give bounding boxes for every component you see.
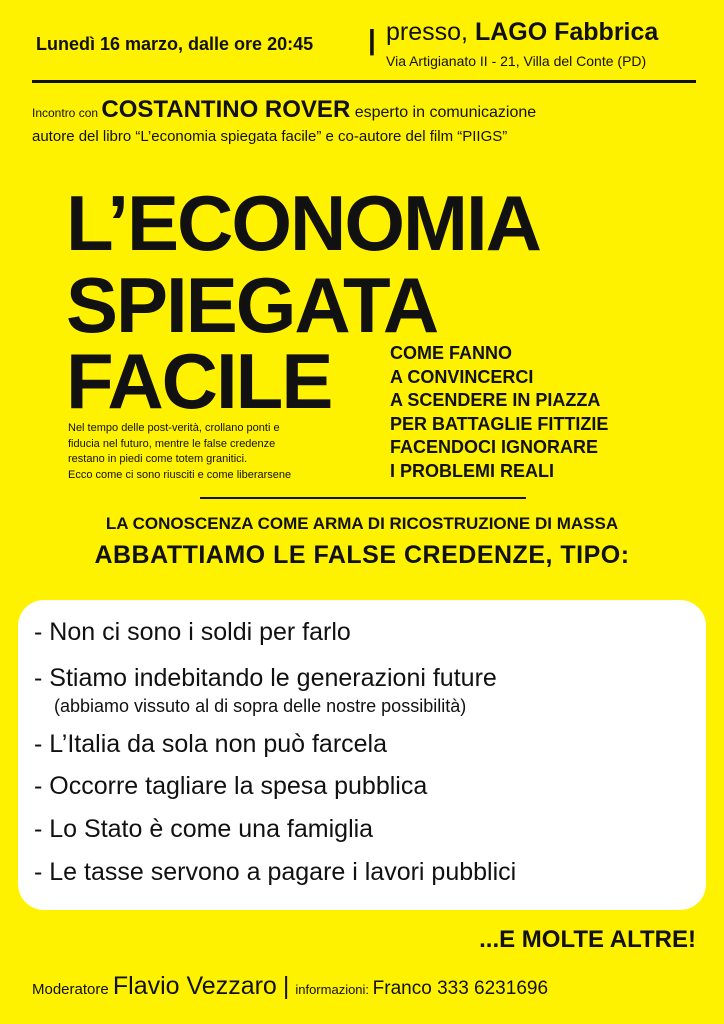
belief-item: - Lo Stato è come una famiglia [34, 815, 374, 843]
slogan-secondary: ABBATTIAMO LE FALSE CREDENZE, TIPO: [94, 541, 630, 569]
title-line-3: FACILE [66, 337, 332, 425]
venue [386, 18, 658, 47]
paragraph-line: Nel tempo delle post-verità, crollano ponti e [68, 422, 280, 434]
contact-phone: Franco 333 6231696 [372, 978, 549, 999]
header-separator: | [368, 24, 376, 55]
belief-item: - Le tasse servono a pagare i lavori pubblici [34, 858, 517, 886]
paragraph-line: Ecco come ci sono riusciti e come liberarsene [68, 468, 292, 481]
venue-name: LAGO Fabbrica [474, 18, 659, 46]
more-note: ...E MOLTE ALTRE! [479, 926, 696, 953]
venue-prefix: presso, [386, 18, 475, 46]
venue-address: Via Artigianato II - 21, Villa del Conte (PD) [386, 53, 647, 69]
paragraph-line: fiducia nel futuro, mentre le false credenze [68, 437, 276, 450]
title-line-2: SPIEGATA [66, 261, 438, 349]
middle-divider [200, 497, 526, 499]
subtitle-line: A CONVINCERCI [390, 366, 534, 387]
subtitle-line: A SCENDERE IN PIAZZA [390, 390, 601, 410]
subtitle-line: COME FANNO [390, 343, 513, 363]
subtitle-line: I PROBLEMI REALI [390, 460, 555, 481]
top-divider [32, 80, 696, 83]
title-line-1: L’ECONOMIA [66, 179, 541, 267]
belief-item: - Non ci sono i soldi per farlo [34, 618, 351, 646]
belief-item: - Stiamo indebitando le generazioni future [34, 664, 497, 692]
speaker-intro: Incontro con [32, 106, 102, 120]
false-beliefs-box [18, 600, 706, 910]
belief-item: - L’Italia da sola non può farcela [34, 730, 388, 758]
belief-item: - Occorre tagliare la spesa pubblica [34, 772, 428, 800]
speaker-line [32, 96, 536, 124]
slogan-primary: LA CONOSCENZA COME ARMA DI RICOSTRUZIONE DI MASSA [105, 514, 619, 533]
paragraph-line: restano in piedi come totem granitici. [68, 453, 248, 465]
footer-separator: | [282, 972, 290, 1000]
info-label: informazioni: [295, 982, 373, 997]
footer [32, 972, 548, 1001]
speaker-credits: autore del libro “L’economia spiegata facile” e co-autore del film “PIIGS” [32, 128, 508, 145]
speaker-name: COSTANTINO ROVER [101, 96, 351, 123]
moderator-name: Flavio Vezzaro [112, 972, 277, 1000]
intro-paragraph [68, 421, 386, 483]
event-date: Lunedì 16 marzo, dalle ore 20:45 [36, 34, 314, 54]
belief-item-note: (abbiamo vissuto al di sopra delle nostre possibilità) [54, 696, 467, 716]
speaker-role: esperto in comunicazione [350, 104, 537, 121]
subtitle-line: FACENDOCI IGNORARE [390, 437, 599, 457]
subtitle-line: PER BATTAGLIE FITTIZIE [390, 413, 609, 434]
moderator-label: Moderatore [32, 981, 113, 998]
subtitle-block [390, 342, 608, 483]
